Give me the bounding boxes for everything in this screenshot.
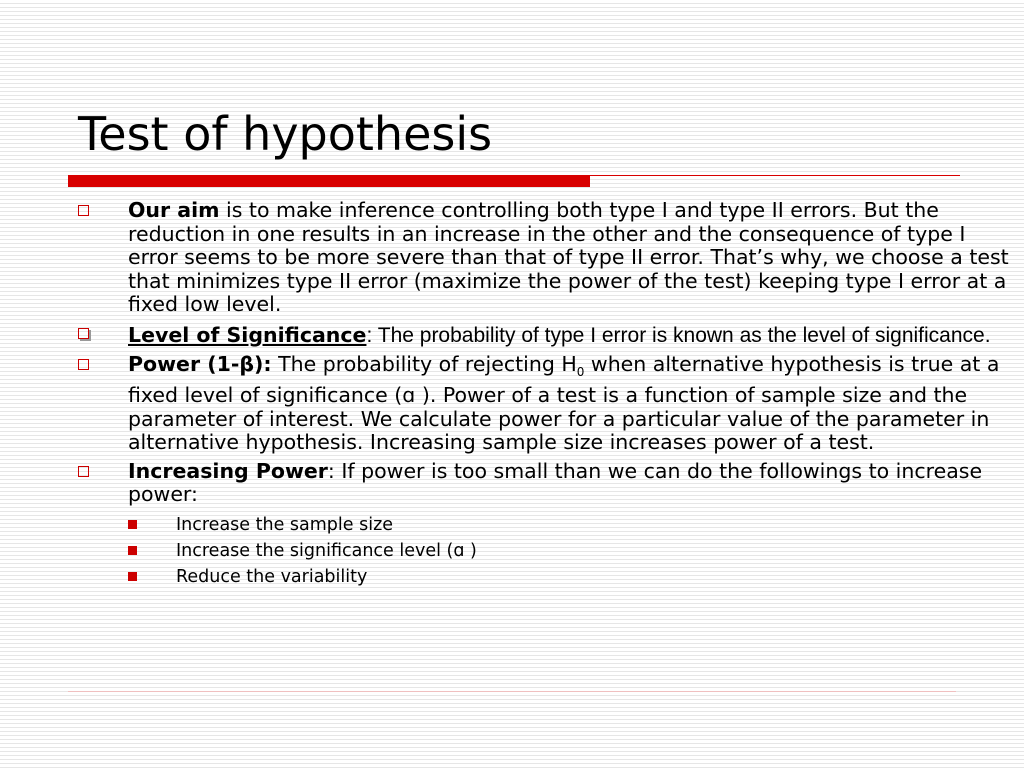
sub-bullet-item <box>126 512 1018 538</box>
filled-square-icon <box>128 546 137 555</box>
bullet-lead: Power (1-β): <box>128 351 272 376</box>
bullet-item-level-of-significance <box>78 322 1018 349</box>
bullet-text: is to make inference controlling both type I and type II errors. But the reduction in one results in an increase in the other and the consequence of type I error seems to be more severe than that of type II error. That’s why, we choose a test that minimizes type II error (maximize the power of the test) keeping type I error at a fixed low level. <box>128 198 1009 316</box>
sub-bullet-item <box>126 538 1018 564</box>
sub-bullet-item <box>126 564 1018 590</box>
hollow-square-icon <box>78 359 89 370</box>
filled-square-icon <box>128 572 137 581</box>
title-underline-thin <box>590 175 960 176</box>
bullet-lead: Increasing Power <box>128 458 328 483</box>
bullet-item-our-aim <box>78 199 1018 317</box>
bullet-text: The probability of rejecting H <box>271 351 577 376</box>
hollow-square-icon <box>78 205 89 216</box>
sub-bullet-list <box>78 512 1018 590</box>
hollow-square-icon <box>78 466 89 477</box>
hollow-square-icon <box>78 328 89 339</box>
slide-title: Test of hypothesis <box>78 107 493 161</box>
bullet-text: : If power is too small than we can do the followings to increase power: <box>128 458 983 507</box>
sub-bullet-text: Increase the significance level (ɑ ) <box>176 540 477 561</box>
bullet-item-increasing-power <box>78 460 1018 507</box>
subscript-zero: 0 <box>576 364 585 379</box>
footer-rule <box>68 691 956 692</box>
filled-square-icon <box>128 520 137 529</box>
title-underline-thick <box>68 175 590 187</box>
bullet-lead-hyperlink[interactable]: Level of Significance <box>128 322 367 347</box>
bullet-item-power <box>78 353 1018 455</box>
bullet-list <box>78 199 1018 590</box>
bullet-text-continued: when alternative hypothesis is true at a fixed level of significance (ɑ ). Power of a test is a function of sample size and the parameter of interest. We calculate power for a particular value of the parameter in alternative hypothesis. Increasing sample size increases power of a test. <box>128 351 1000 455</box>
sub-bullet-text: Increase the sample size <box>176 514 394 535</box>
bullet-lead: Our aim <box>128 198 220 222</box>
bullet-text: : The probability of type I error is known as the level of significance. <box>366 323 991 347</box>
sub-bullet-text: Reduce the variability <box>176 566 368 587</box>
